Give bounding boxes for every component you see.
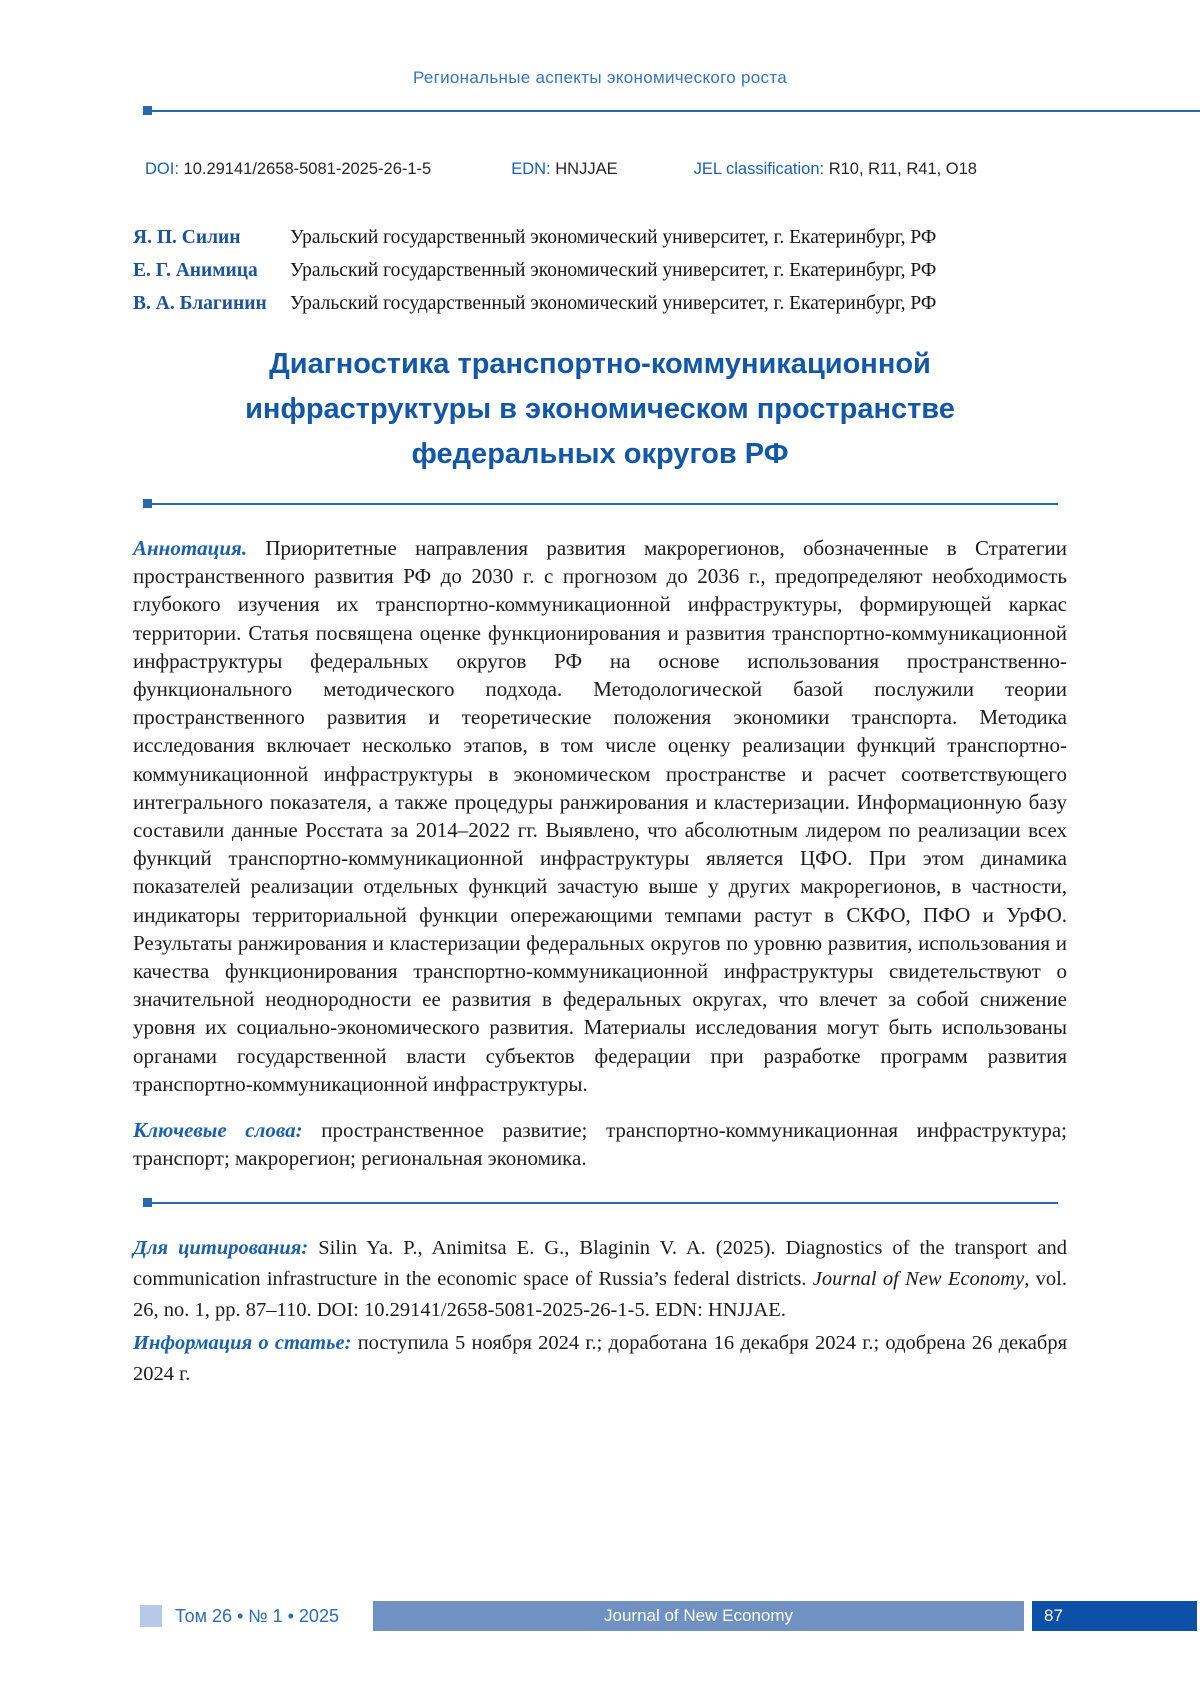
edn-group — [511, 160, 617, 178]
jel-value: R10, R11, R41, O18 — [828, 160, 977, 178]
citation-journal-name: Journal of New Economy — [812, 1268, 1025, 1291]
header-rule — [143, 106, 1200, 115]
footer-journal-bar — [373, 1601, 1024, 1631]
rule-line — [152, 503, 1058, 505]
rule-line — [152, 1202, 1058, 1204]
doi-value: 10.29141/2658-5081-2025-26-1-5 — [183, 160, 432, 178]
article-meta-row — [145, 160, 1200, 179]
keywords-paragraph — [133, 1116, 1067, 1172]
citation-text-before: Silin Ya. P., Animitsa E. G., Blaginin V. A. (2025). Diagnostics of the transport and communication infrastructure in the economic space of Russia’s federal districts. — [133, 1237, 1068, 1291]
footer-volume: Том 26 • № 1 • 2025 — [175, 1605, 339, 1626]
doi-label: DOI: — [145, 160, 179, 178]
doi-group — [145, 160, 431, 178]
citation-label: Для цитирования: — [133, 1237, 309, 1260]
footer-page-number: 87 — [1044, 1606, 1063, 1625]
authors-block — [133, 221, 1067, 320]
jel-label: JEL classification: — [693, 160, 825, 178]
footer-page-box — [1032, 1601, 1197, 1631]
keywords-text: пространственное развитие; транспортно-коммуникационная инфраструктура; транспорт; макрорегион; региональная экономика. — [133, 1118, 1068, 1171]
title-rule — [143, 499, 1058, 508]
article-title: Диагностика транспортно-коммуникационной инфраструктуры в экономическом пространстве федеральных округов РФ — [245, 348, 955, 470]
article-info-text: поступила 5 ноября 2024 г.; доработана 16 декабря 2024 г.; одобрена 26 декабря 2024 г. — [133, 1332, 1068, 1386]
author-row — [133, 254, 1067, 287]
citation-text-after: , vol. 26, no. 1, pp. 87–110. DOI: 10.29141/2658-5081-2025-26-1-5. EDN: HNJJAE. — [133, 1268, 1067, 1322]
jel-group — [694, 160, 977, 178]
author-name: В. А. Благинин — [133, 293, 267, 314]
article-info-label: Информация о статье: — [133, 1332, 352, 1355]
author-row — [133, 221, 1067, 254]
edn-label: EDN: — [511, 160, 551, 178]
rule-line — [152, 110, 1200, 112]
footer-journal-title: Journal of New Economy — [604, 1606, 793, 1625]
article-info-paragraph — [133, 1328, 1067, 1390]
abstract-label: Аннотация. — [133, 536, 248, 560]
citation-paragraph — [133, 1233, 1067, 1326]
author-affiliation: Уральский государственный экономический университет, г. Екатеринбург, РФ — [290, 260, 937, 281]
footer-square-icon — [140, 1605, 162, 1627]
abstract-text: Приоритетные направления развития макрорегионов, обозначенные в Стратегии пространственного развития РФ до 2030 г. с прогнозом до 2036 г., предопределяют необходимость глубокого изучения их транспортно-коммуникационной инфраструктуры, формирующей каркас территории. Статья посвящена оценке функционирования и развития транспортно-коммуникационной инфраструктуры федеральных округов РФ на основе использования пространственно-функционального методического подхода. Методологической базой послужили теории пространственного развития и теоретические положения экономики транспорта. Методика исследования включает несколько этапов, в том числе оценку реализации функций транспортно-коммуникационной инфраструктуры в экономическом пространстве и расчет соответствующего интегрального показателя, а также процедуры ранжирования и кластеризации. Информационную базу составили данные Росстата за 2014–2022 гг. Выявлено, что абсолютным лидером по реализации всех функций транспортно-коммуникационной инфраструктуры является ЦФО. При этом динамика показателей реализации отдельных функций зачастую выше у других макрорегионов, в частности, индикаторы территориальной функции опережающими темпами растут в СКФО, ПФО и УрФО. Результаты ранжирования и кластеризации федеральных округов по уровню развития, использования и качества функционирования транспортно-коммуникационной инфраструктуры свидетельствуют о значительной неоднородности ее развития в федеральных округах, что влечет за собой снижение уровня их социально-экономического развития. Материалы исследования могут быть использованы органами государственной власти субъектов федерации при разработке программ развития транспортно-коммуникационной инфраструктуры. — [133, 536, 1067, 1096]
abstract-paragraph — [133, 534, 1067, 1098]
author-name: Я. П. Силин — [133, 227, 241, 248]
edn-value: HNJJAE — [555, 160, 618, 178]
rule-square-icon — [143, 1198, 152, 1207]
page-footer — [140, 1601, 1197, 1631]
author-name: Е. Г. Анимица — [133, 260, 258, 281]
rule-square-icon — [143, 106, 152, 115]
author-affiliation: Уральский государственный экономический университет, г. Екатеринбург, РФ — [290, 293, 937, 314]
author-row — [133, 287, 1067, 320]
keywords-label: Ключевые слова: — [133, 1118, 303, 1143]
running-head: Региональные аспекты экономического роста — [412, 68, 787, 87]
author-affiliation: Уральский государственный экономический университет, г. Екатеринбург, РФ — [290, 227, 937, 248]
citation-rule — [143, 1198, 1058, 1207]
rule-square-icon — [143, 499, 152, 508]
